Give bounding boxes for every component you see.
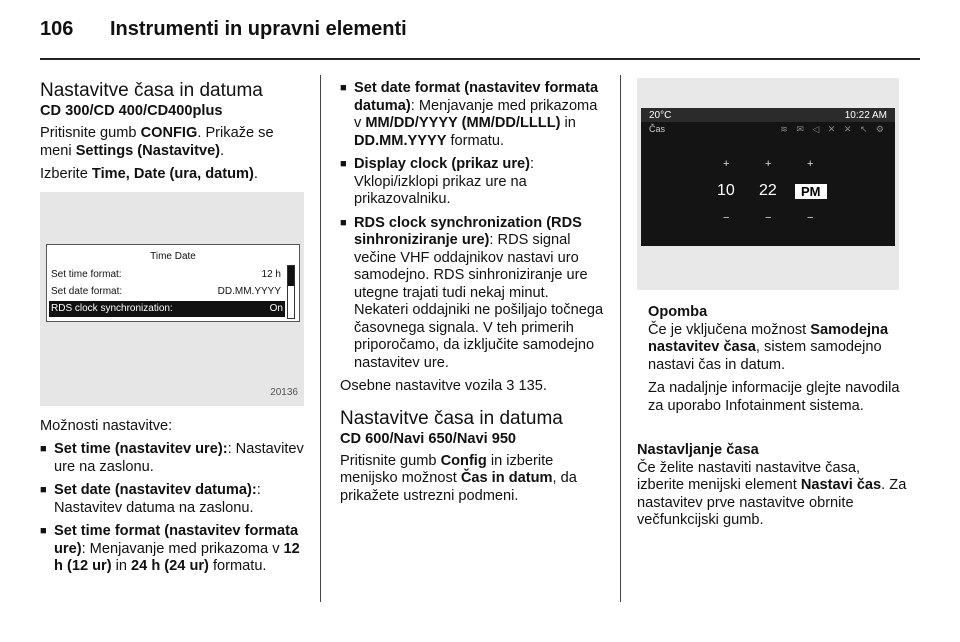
arrow-ref-icon: 3 xyxy=(506,378,515,394)
clock-display xyxy=(641,108,895,246)
note-text: Če je vključena možnost Samodejna nastavitev časa, sistem samodejno nastavi čas in datum. xyxy=(648,321,889,373)
options-intro: Možnosti nastavitve: xyxy=(40,417,173,434)
figure-id: 20136 xyxy=(270,387,298,398)
subsection-title: Nastavljanje časa xyxy=(637,442,759,458)
ampm-plus-icon: + xyxy=(807,158,814,170)
clock-time: 10:22 AM xyxy=(844,110,887,121)
status-icons: ≋ ✉ ◁ ✕ ✕ ↖ ⚙ xyxy=(780,124,887,134)
screen-label: Čas xyxy=(649,124,666,134)
chapter-title: Instrumenti in upravni elementi xyxy=(110,18,407,40)
hour-minus-icon: − xyxy=(723,212,730,224)
right-column xyxy=(637,442,907,536)
column-divider-2 xyxy=(620,75,621,602)
page-header xyxy=(40,18,407,41)
list-item: ■ Set time (nastavitev ure):: Nastavitev ure na zaslonu. xyxy=(40,441,308,476)
options-list xyxy=(40,441,308,576)
hour-value: 10 xyxy=(717,182,735,199)
menu-row: Set date format: DD.MM.YYYY xyxy=(51,285,281,297)
options-list-continued xyxy=(340,80,604,372)
left-column xyxy=(40,80,308,582)
screen-title: Time Date xyxy=(150,250,196,262)
menu-row-selected: RDS clock synchronization: On xyxy=(49,301,285,317)
note-text-2: Za nadaljnje informacije glejte navodila za uporabo Infotainment sistema. xyxy=(648,380,900,414)
note-title: Opomba xyxy=(648,304,708,320)
paragraph-select: Izberite Time, Date (ura, datum). xyxy=(40,166,258,182)
middle-column xyxy=(340,80,604,511)
list-item: ■ Set date (nastavitev datuma):: Nastavitev datuma na zaslonu. xyxy=(40,482,308,517)
paragraph-config: Pritisnite gumb CONFIG. Prikaže se meni Settings (Nastavitve). xyxy=(40,125,274,159)
temperature: 20°C xyxy=(649,110,672,121)
hour-plus-icon: + xyxy=(723,158,730,170)
section-subheading: CD 300/CD 400/CD400plus xyxy=(40,103,223,119)
paragraph-personal-settings: Osebne nastavitve vozila 3 135. xyxy=(340,378,547,394)
minute-minus-icon: − xyxy=(765,212,772,224)
menu-row: Set time format: 12 h xyxy=(51,268,281,280)
display-screen xyxy=(46,244,300,322)
paragraph-set-time: Če želite nastaviti nastavitve časa, izberite menijski element Nastavi čas. Za nastavitev prve nastavitve obrnite večfunkcijski gumb. xyxy=(637,459,907,528)
section-heading-2: Nastavitve časa in datuma xyxy=(340,407,563,429)
list-item: ■ RDS clock synchronization (RDS sinhroniziranje ure): RDS signal večine VHF oddajnikov nastavi uro samodejno. RDS sinhroniziranje ure utegne trajati tudi nekaj minut. Nekateri oddajniki ne pošiljajo točnega časovnega signala. V teh primerih priporočamo, da izključite samodejno nastavitev ure. xyxy=(340,215,604,373)
paragraph-config-2: Pritisnite gumb Config in izberite menijsko možnost Čas in datum, da prikažete ustrezni podmeni. xyxy=(340,452,577,504)
list-item: ■ Set time format (nastavitev formata ure): Menjavanje med prikazoma v 12 h (12 ur) in 24 h (24 ur) formatu. xyxy=(40,523,308,576)
column-divider-1 xyxy=(320,75,321,602)
note-box xyxy=(648,304,903,421)
figure-time-date-screen xyxy=(40,192,304,406)
ampm-minus-icon: − xyxy=(807,212,814,224)
section-heading: Nastavitve časa in datuma xyxy=(40,80,263,101)
section-subheading-2: CD 600/Navi 650/Navi 950 xyxy=(340,430,517,447)
list-item: ■ Set date format (nastavitev formata datuma): Menjavanje med prikazoma v MM/DD/YYYY (MM/DD/LLLL) in DD.MM.YYYY formatu. xyxy=(340,80,604,150)
minute-plus-icon: + xyxy=(765,158,772,170)
page-number: 106 xyxy=(40,18,74,40)
list-item: ■ Display clock (prikaz ure): Vklopi/izklopi prikaz ure na prikazovalniku. xyxy=(340,156,604,209)
minute-value: 22 xyxy=(759,182,777,199)
scrollbar xyxy=(287,265,295,319)
header-rule xyxy=(40,58,920,60)
figure-clock-screen xyxy=(637,78,899,290)
ampm-value: PM xyxy=(795,184,827,199)
